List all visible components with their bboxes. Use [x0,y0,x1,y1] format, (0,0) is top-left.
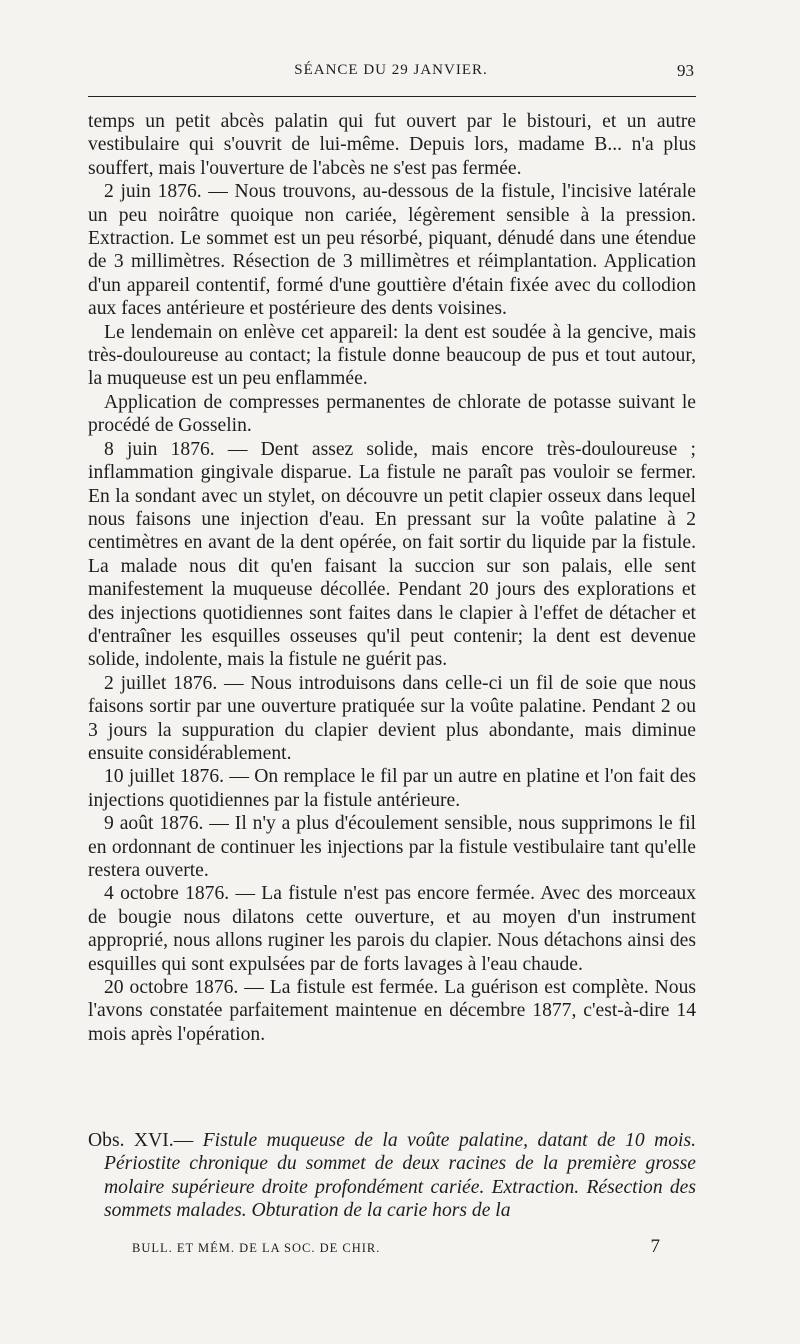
running-title: SÉANCE DU 29 JANVIER. [294,62,488,78]
paragraph-application: Application de compresses permanentes de chlorate de potasse suivant le procédé de Gosselin. [88,391,696,437]
page-number: 93 [677,61,694,80]
paragraph-continuation: temps un petit abcès palatin qui fut ouvert par le bistouri, et un autre vestibulaire qui s'ouvrit de lui-même. Depuis lors, madame B... n'a plus souffert, mais l'ouverture de l'abcès ne s'est pas fermée. [88,111,696,179]
paragraph-2-juin: 2 juin 1876. — Nous trouvons, au-dessous de la fistule, l'incisive latérale un peu noirâtre quoique non cariée, légèrement sensible à la pression. Extraction. Le sommet est un peu résorbé, piquant, dénudé dans une étendue de 3 millimètres. Résection de 3 millimètres et réimplantation. Application d'un appareil contentif, formé d'une gouttière d'étain fixée avec du collodion aux faces antérieure et postérieure des dents voisines. [88,181,696,320]
page-footer [132,1236,660,1260]
paragraph-2-juillet: 2 juillet 1876. — Nous introduisons dans celle-ci un fil de soie que nous faisons sortir par une ouverture pratiquée sur la voûte palatine. Pendant 2 ou 3 jours la suppuration du clapier devient plus abondante, mais diminue ensuite considérablement. [88,672,696,764]
observation-label: Obs. XVI.— [88,1130,203,1151]
paragraph-8-juin: 8 juin 1876. — Dent assez solide, mais encore très-douloureuse ; inflammation gingivale disparue. La fistule ne paraît pas vouloir se fermer. En la sondant avec un stylet, on découvre un petit clapier osseux dans lequel nous faisons une injection d'eau. En pressant sur la voûte palatine à 2 centimètres en avant de la dent opérée, on fait sortir du liquide par la fistule. La malade nous dit qu'en faisant la succion sur son palais, elle sent manifestement la muqueuse décollée. Pendant 20 jours des explorations et des injections quotidiennes sont faites dans le clapier à l'effet de détacher et d'entraîner les esquilles osseuses qu'il peut contenir; la dent est devenue solide, indolente, mais la fistule ne guérit pas. [88,438,696,671]
paragraph-10-juillet: 10 juillet 1876. — On remplace le fil par un autre en platine et l'on fait des injections quotidiennes par la fistule antérieure. [88,766,696,811]
running-header [88,58,694,84]
paragraph-4-octobre: 4 octobre 1876. — La fistule n'est pas encore fermée. Avec des morceaux de bougie nous dilatons cette ouverture, et au moyen d'un instrument approprié, nous allons ruginer les parois du clapier. Nous détachons ainsi des esquilles qui sont expulsées par de forts lavages à l'eau chaude. [88,883,696,975]
signature-mark: 7 [650,1236,660,1257]
observation-title: Fistule muqueuse de la voûte palatine, datant de 10 mois. Périostite chronique du sommet de deux racines de la première grosse molaire supérieure droite profondément cariée. Extraction. Résection des sommets malades. Obturation de la carie hors de la [104,1130,696,1222]
body-text [88,110,696,1046]
paragraph-20-octobre: 20 octobre 1876. — La fistule est fermée. La guérison est complète. Nous l'avons constatée parfaitement maintenue en décembre 1877, c'est-à-dire 14 mois après l'opération. [88,977,696,1045]
paragraph-9-aout: 9 août 1876. — Il n'y a plus d'écoulement sensible, nous supprimons le fil en ordonnant de continuer les injections par la fistule vestibulaire tant qu'elle restera ouverte. [88,813,696,881]
header-rule [88,96,696,97]
observation-heading [88,1129,696,1223]
paragraph-lendemain: Le lendemain on enlève cet appareil: la dent est soudée à la gencive, mais très-douloureuse au contact; la fistule donne beaucoup de pus et tout autour, la muqueuse est un peu enflammée. [88,321,696,390]
footer-signature: BULL. ET MÉM. DE LA SOC. DE CHIR. [132,1241,381,1255]
